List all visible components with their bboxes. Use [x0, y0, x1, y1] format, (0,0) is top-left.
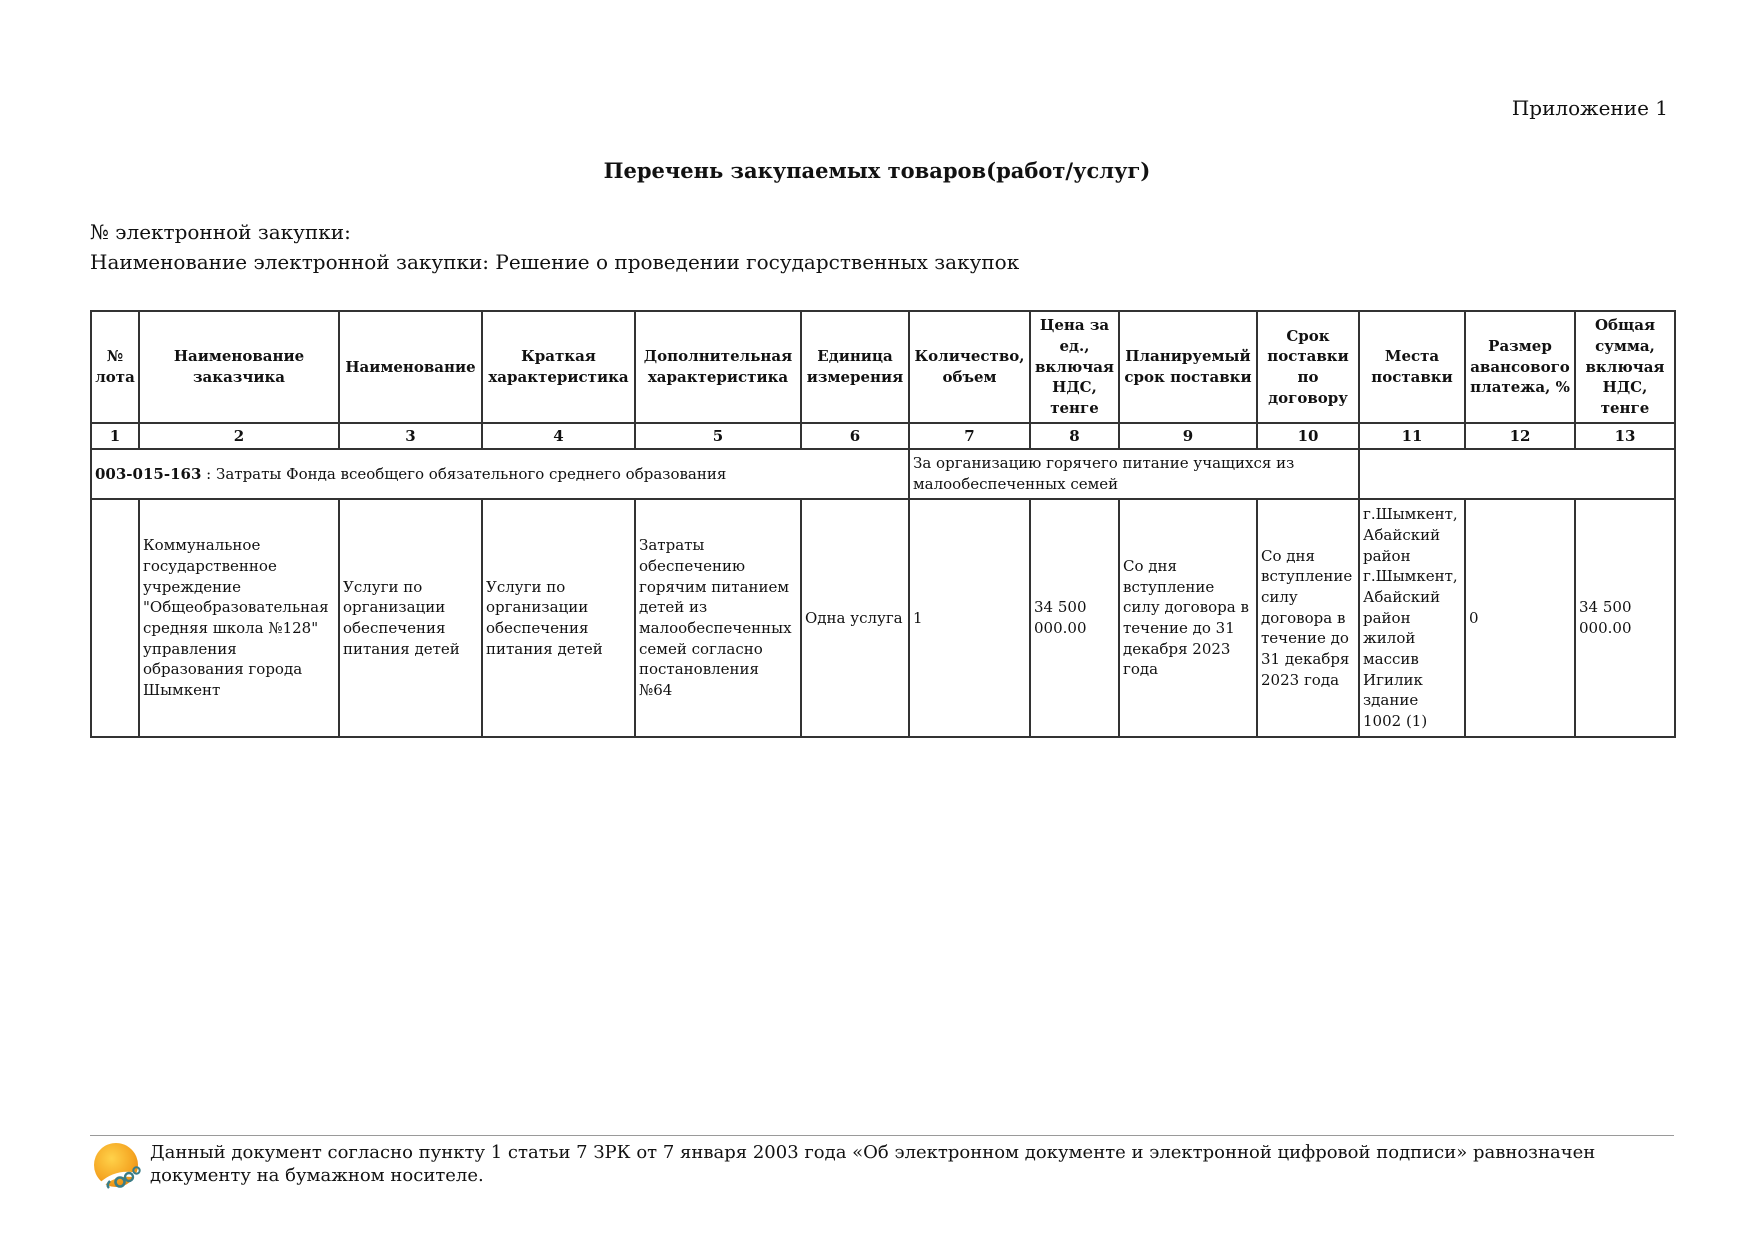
- cell-name: Услуги по организации обеспечения питания детей: [339, 499, 482, 737]
- column-numbers-row: [91, 423, 1675, 449]
- header-quantity: Количество, объем: [909, 311, 1030, 423]
- header-unit-price: Цена за ед., включая НДС, тенге: [1030, 311, 1119, 423]
- cell-planned-delivery: Со дня вступление силу договора в течение до 31 декабря 2023 года: [1119, 499, 1257, 737]
- cell-total-sum: 34 500 000.00: [1575, 499, 1675, 737]
- header-customer-name: Наименование заказчика: [139, 311, 339, 423]
- table-row: [91, 499, 1675, 737]
- cell-quantity: 1: [909, 499, 1030, 737]
- e-gov-sun-logo-icon: [92, 1140, 144, 1192]
- header-name: Наименование: [339, 311, 482, 423]
- column-number: 6: [801, 423, 909, 449]
- header-additional-description: Дополнительная характеристика: [635, 311, 801, 423]
- cell-unit-price: 34 500 000.00: [1030, 499, 1119, 737]
- column-number: 1: [91, 423, 139, 449]
- cell-contract-delivery: Со дня вступление силу договора в течение до 31 декабря 2023 года: [1257, 499, 1359, 737]
- column-number: 8: [1030, 423, 1119, 449]
- header-contract-delivery: Срок поставки по договору: [1257, 311, 1359, 423]
- budget-program-code: 003-015-163: [95, 464, 202, 483]
- footer-legal-notice: Данный документ согласно пункту 1 статьи 7 ЗРК от 7 января 2003 года «Об электронном документе и электронной цифровой подписи» равнозначен документу на бумажном носителе.: [150, 1142, 1596, 1186]
- header-unit: Единица измерения: [801, 311, 909, 423]
- cell-unit: Одна услуга: [801, 499, 909, 737]
- budget-extra-cell: [1359, 449, 1675, 499]
- cell-lot-number: [91, 499, 139, 737]
- lots-table: [90, 310, 1676, 738]
- header-short-description: Краткая характеристика: [482, 311, 635, 423]
- cell-advance-payment: 0: [1465, 499, 1575, 737]
- header-planned-delivery: Планируемый срок поставки: [1119, 311, 1257, 423]
- header-advance-payment: Размер авансового платежа, %: [1465, 311, 1575, 423]
- header-lot-number: № лота: [91, 311, 139, 423]
- column-number: 9: [1119, 423, 1257, 449]
- column-number: 5: [635, 423, 801, 449]
- cell-customer-name: Коммунальное государственное учреждение "Общеобразовательная средняя школа №128" управления образования города Шымкент: [139, 499, 339, 737]
- column-number: 13: [1575, 423, 1675, 449]
- budget-program-cell: [91, 449, 909, 499]
- table-header-row: [91, 311, 1675, 423]
- budget-group-row: [91, 449, 1675, 499]
- column-number: 11: [1359, 423, 1465, 449]
- header-delivery-place: Места поставки: [1359, 311, 1465, 423]
- column-number: 2: [139, 423, 339, 449]
- procurement-name-label: Наименование электронной закупки: Решение о проведении государственных закупок: [90, 250, 1020, 274]
- column-number: 7: [909, 423, 1030, 449]
- cell-delivery-place: г.Шымкент, Абайский район г.Шымкент, Абайский район жилой массив Игилик здание 1002 (1): [1359, 499, 1465, 737]
- column-number: 10: [1257, 423, 1359, 449]
- header-total-sum: Общая сумма, включая НДС, тенге: [1575, 311, 1675, 423]
- appendix-label: Приложение 1: [1511, 96, 1668, 120]
- column-number: 3: [339, 423, 482, 449]
- cell-additional-description: Затраты обеспечению горячим питанием детей из малообеспеченных семей согласно постановления №64: [635, 499, 801, 737]
- budget-purpose-cell: За организацию горячего питание учащихся из малообеспеченных семей: [909, 449, 1359, 499]
- column-number: 4: [482, 423, 635, 449]
- cell-short-description: Услуги по организации обеспечения питания детей: [482, 499, 635, 737]
- document-title: Перечень закупаемых товаров(работ/услуг): [603, 158, 1151, 183]
- procurement-number-label: № электронной закупки:: [90, 220, 351, 244]
- column-number: 12: [1465, 423, 1575, 449]
- budget-program-description: : Затраты Фонда всеобщего обязательного среднего образования: [201, 464, 727, 483]
- footer-divider: [90, 1135, 1674, 1136]
